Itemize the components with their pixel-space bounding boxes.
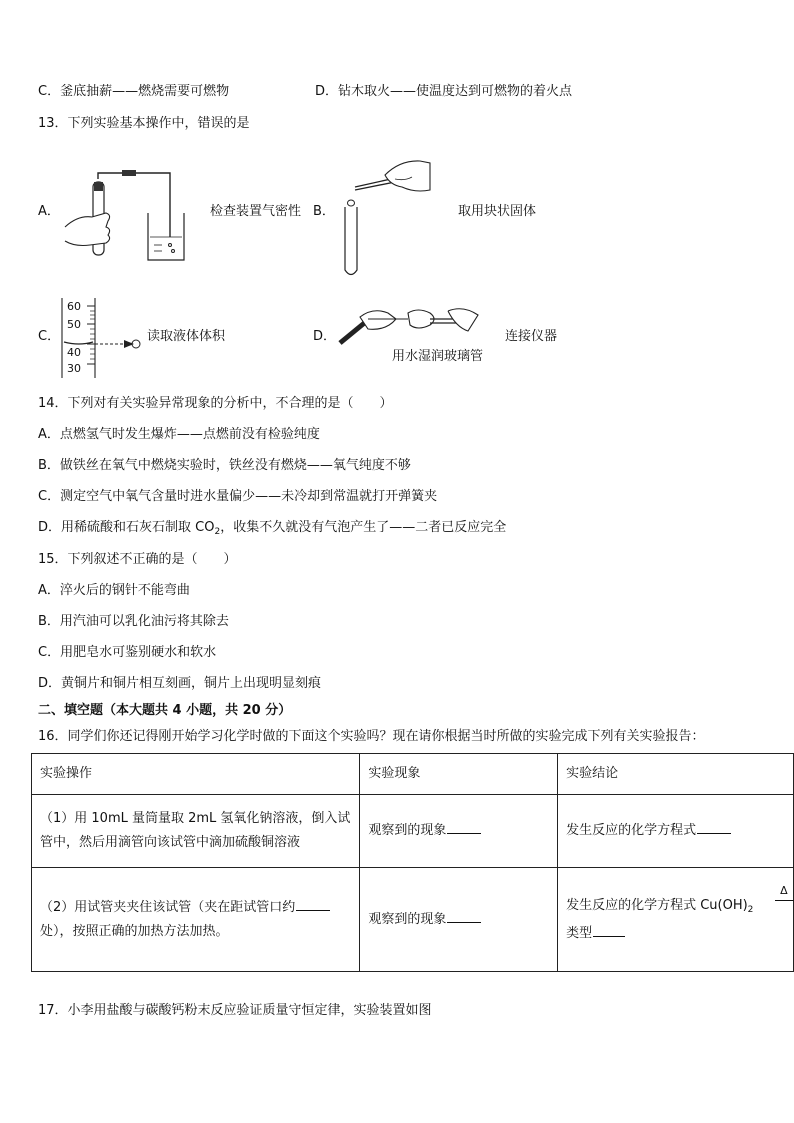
table-header-row [32, 754, 794, 795]
q14-option-d: D．用稀硫酸和石灰石制取 $CO_2$，收集不久就没有气泡产生了——二者已反应完全 [38, 520, 507, 537]
experiment-report-table [31, 753, 794, 972]
heat-delta-symbol: Δ [780, 884, 788, 897]
q13-option-a-letter: A． [38, 204, 60, 219]
q13-option-c-letter: C． [38, 329, 61, 344]
header-phenomenon: 实验现象 [368, 766, 421, 781]
q15-option-c: C．用肥皂水可鉴别硬水和软水 [38, 645, 217, 660]
q17-stem: 17．小李用盐酸与碳酸钙粉末反应验证质量守恒定律，实验装置如图 [38, 1003, 432, 1018]
cylinder-tick-40: 40 [67, 346, 81, 359]
q14-option-b: B．做铁丝在氧气中燃烧实验时，铁丝没有燃烧——氧气纯度不够 [38, 458, 411, 473]
q13-stem: 13．下列实验基本操作中，错误的是 [38, 116, 250, 131]
q15-option-d: D．黄铜片和铜片相互刻画，铜片上出现明显刻痕 [38, 676, 322, 691]
q13-option-d-letter: D． [313, 329, 337, 344]
row2-conclusion: 发生反应的化学方程式 $Cu(OH)_2$ [566, 897, 754, 915]
row2-phenomenon-blank[interactable] [447, 912, 481, 923]
q16-stem: 16．同学们你还记得刚开始学习化学时做的下面这个实验吗？现在请你根据当时所做的实验完成下列有关实验报告： [38, 729, 705, 744]
header-operation: 实验操作 [40, 766, 93, 781]
row1-conclusion: 发生反应的化学方程式 [558, 819, 793, 843]
row2-operation-line1: （2）用试管夹夹住该试管（夹在距试管口约 [32, 896, 359, 920]
q12-option-d: D．钻木取火——使温度达到可燃物的着火点 [315, 84, 573, 99]
q12-option-c: C．釜底抽薪——燃烧需要可燃物 [38, 84, 230, 99]
q13-option-d-caption: 用水湿润玻璃管 [392, 349, 484, 364]
cylinder-tick-50: 50 [67, 318, 81, 331]
row2-distance-blank[interactable] [296, 900, 330, 911]
q13-option-a-label: 检查装置气密性 [210, 204, 302, 219]
section-title: 二、填空题（本大题共 4 小题，共 20 分） [38, 703, 292, 718]
table-row [32, 795, 794, 868]
row2-reaction-type: 类型 [558, 922, 793, 946]
row2-operation-line2: 处），按照正确的加热方法加热。 [40, 923, 229, 939]
q15-option-b: B．用汽油可以乳化油污将其除去 [38, 614, 229, 629]
row1-phenomenon: 观察到的现象 [360, 819, 557, 843]
q14-option-a: A．点燃氢气时发生爆炸——点燃前没有检验纯度 [38, 427, 320, 442]
q15-option-a: A．淬火后的钢针不能弯曲 [38, 583, 190, 598]
row1-operation-line1: （1）用 10mL 量筒量取 2mL 氢氧化钠溶液，倒入试 [40, 811, 351, 826]
row2-phenomenon: 观察到的现象 [360, 908, 557, 932]
solid-taking-figure [340, 155, 440, 280]
q13-option-b-label: 取用块状固体 [458, 204, 537, 219]
cylinder-tick-60: 60 [67, 300, 81, 313]
q13-option-b-letter: B． [313, 204, 335, 219]
table-row [32, 868, 794, 972]
row1-operation-line2: 管中，然后用滴管向该试管中滴加硫酸铜溶液 [40, 835, 301, 850]
header-conclusion: 实验结论 [566, 766, 619, 781]
reaction-arrow [775, 900, 794, 901]
connect-instrument-figure [338, 305, 483, 347]
cylinder-tick-30: 30 [67, 362, 81, 375]
q14-stem: 14．下列对有关实验异常现象的分析中，不合理的是（ ） [38, 396, 393, 411]
row1-conclusion-blank[interactable] [697, 823, 731, 834]
airtightness-check-figure [60, 165, 190, 265]
q13-option-d-label: 连接仪器 [505, 329, 558, 344]
row1-phenomenon-blank[interactable] [447, 823, 481, 834]
q14-option-c: C．测定空气中氧气含量时进水量偏少——未冷却到常温就打开弹簧夹 [38, 489, 438, 504]
reaction-type-blank[interactable] [593, 926, 625, 937]
q15-stem: 15．下列叙述不正确的是（ ） [38, 552, 237, 567]
q13-option-c-label: 读取液体体积 [147, 329, 226, 344]
